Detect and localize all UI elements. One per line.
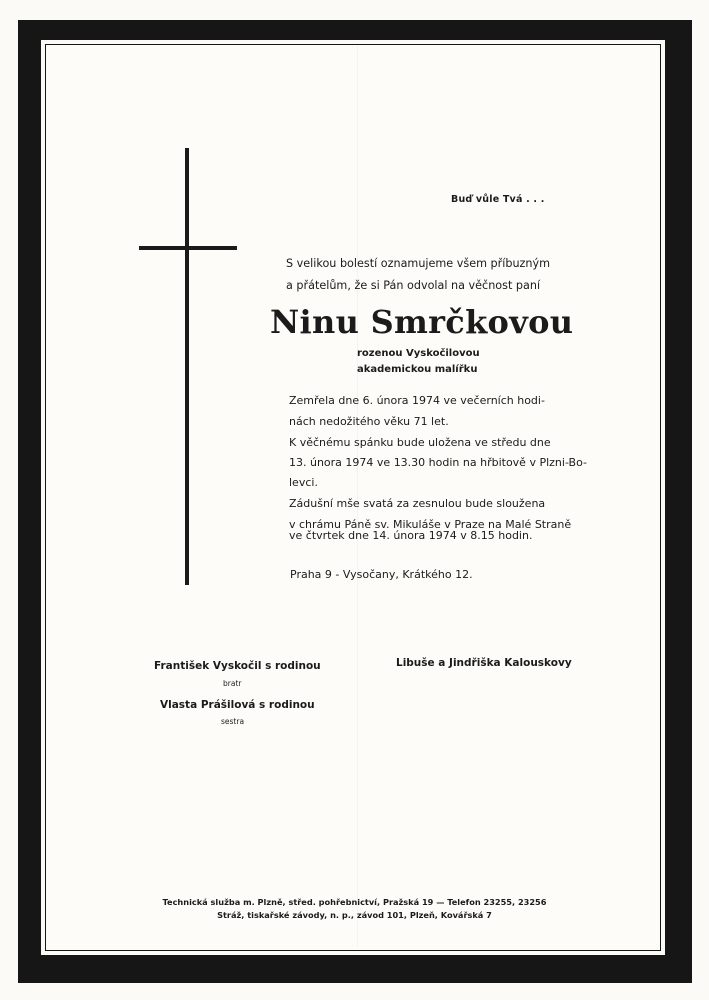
detail-line: nách nedožitého věku 71 let. <box>289 415 449 428</box>
detail-line: K věčnému spánku bude uložena ve středu dne <box>289 436 551 449</box>
cross-icon <box>185 148 189 585</box>
mourner-name: Vlasta Prášilová s rodinou <box>160 699 315 711</box>
detail-line: levci. <box>289 476 318 489</box>
deceased-maiden-name: rozenou Vyskočilovou <box>357 348 480 359</box>
announcement-line: a přátelům, že si Pán odvolal na věčnost paní <box>286 279 541 292</box>
paper-fold <box>357 46 358 946</box>
mourner-name: Libuše a Jindřiška Kalouskovy <box>396 657 572 669</box>
printer-footer-line: Technická služba m. Plzně, střed. pohřebnictví, Pražská 19 — Telefon 23255, 23256 <box>162 897 547 907</box>
mourner-name: František Vyskočil s rodinou <box>154 660 321 672</box>
deceased-occupation: akademickou malířku <box>357 364 478 375</box>
detail-line: ve čtvrtek dne 14. února 1974 v 8.15 hodin. <box>289 529 533 542</box>
announcement-line: S velikou bolestí oznamujeme všem příbuzným <box>286 257 551 270</box>
mourner-relation: bratr <box>223 679 242 688</box>
detail-line: Zemřela dne 6. února 1974 ve večerních hodi- <box>289 394 545 407</box>
cross-icon-bar <box>139 246 237 250</box>
motto: Buď vůle Tvá . . . <box>451 194 545 205</box>
printer-footer-line: Stráž, tiskařské závody, n. p., závod 101, Plzeň, Kovářská 7 <box>217 910 492 920</box>
deceased-name: Ninu Smrčkovou <box>270 303 574 341</box>
detail-line: 13. února 1974 ve 13.30 hodin na hřbitově v Plzni-Bo- <box>289 456 587 469</box>
detail-line: Zádušní mše svatá za zesnulou bude sloužena <box>289 497 546 510</box>
mourner-relation: sestra <box>221 717 245 726</box>
announcement <box>286 253 574 297</box>
detail-line: v chrámu Páně sv. Mikuláše v Praze na Malé Straně <box>289 518 572 531</box>
address: Praha 9 - Vysočany, Krátkého 12. <box>290 568 473 581</box>
